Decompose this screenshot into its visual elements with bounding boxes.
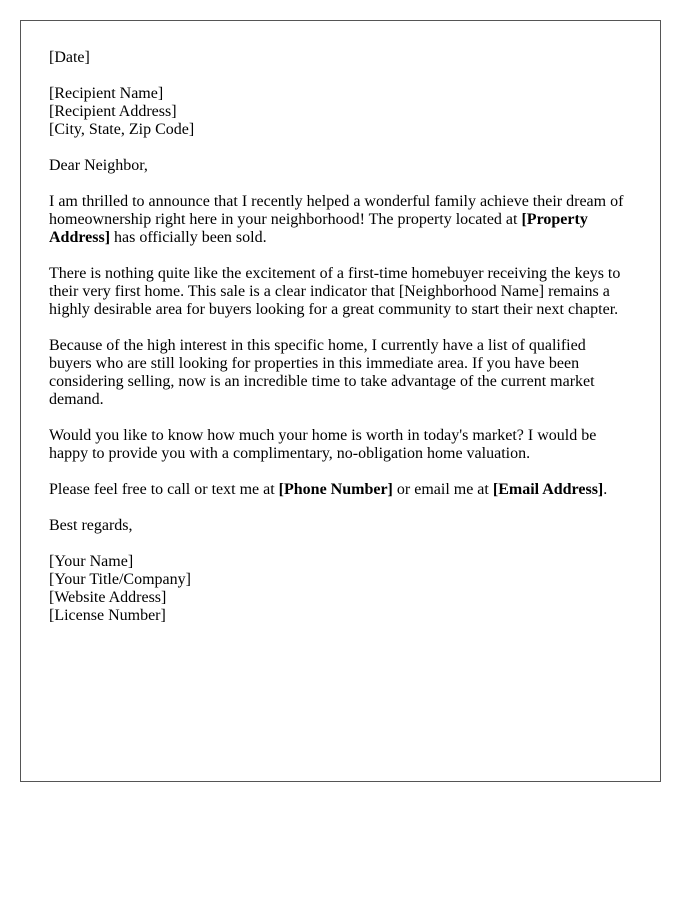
recipient-name: [Recipient Name] (49, 85, 164, 102)
text: has officially been sold. (110, 229, 267, 246)
signature-block (49, 553, 632, 625)
recipient-block (49, 85, 632, 139)
salutation: Dear Neighbor, (49, 157, 148, 174)
text: . (603, 481, 608, 498)
closing: Best regards, (49, 517, 133, 534)
signature-name: [Your Name] (49, 553, 134, 570)
paragraph-contact (49, 481, 632, 499)
letter-page (20, 20, 661, 782)
phone-number: [Phone Number] (278, 481, 393, 498)
paragraph-first-home: There is nothing quite like the excitement of a first-time homebuyer receiving the keys to their very first home. This sale is a clear indicator that [Neighborhood Name] remains a highly desirable area for buyers looking for a great community to start their next chapter. (49, 265, 621, 318)
text: I am thrilled to announce that I recently helped a wonderful family achieve their dream of homeownership right here in your neighborhood! The property located at (49, 193, 624, 228)
signature-title: [Your Title/Company] (49, 571, 191, 588)
signature-website: [Website Address] (49, 589, 167, 606)
signature-license: [License Number] (49, 607, 166, 624)
property-address: [Property Address] (49, 211, 588, 246)
recipient-address: [Recipient Address] (49, 103, 177, 120)
date: [Date] (49, 49, 90, 66)
text: or email me at (392, 481, 493, 498)
text: Please feel free to call or text me at (49, 481, 279, 498)
paragraph-valuation: Would you like to know how much your home is worth in today's market? I would be happy to provide you with a complimentary, no-obligation home valuation. (49, 427, 597, 462)
recipient-city: [City, State, Zip Code] (49, 121, 195, 138)
paragraph-announcement (49, 193, 632, 247)
paragraph-buyers: Because of the high interest in this specific home, I currently have a list of qualified buyers who are still looking for properties in this immediate area. If you have been considering selling, now is an incredible time to take advantage of the current market demand. (49, 337, 595, 408)
email-address: [Email Address] (492, 481, 604, 498)
